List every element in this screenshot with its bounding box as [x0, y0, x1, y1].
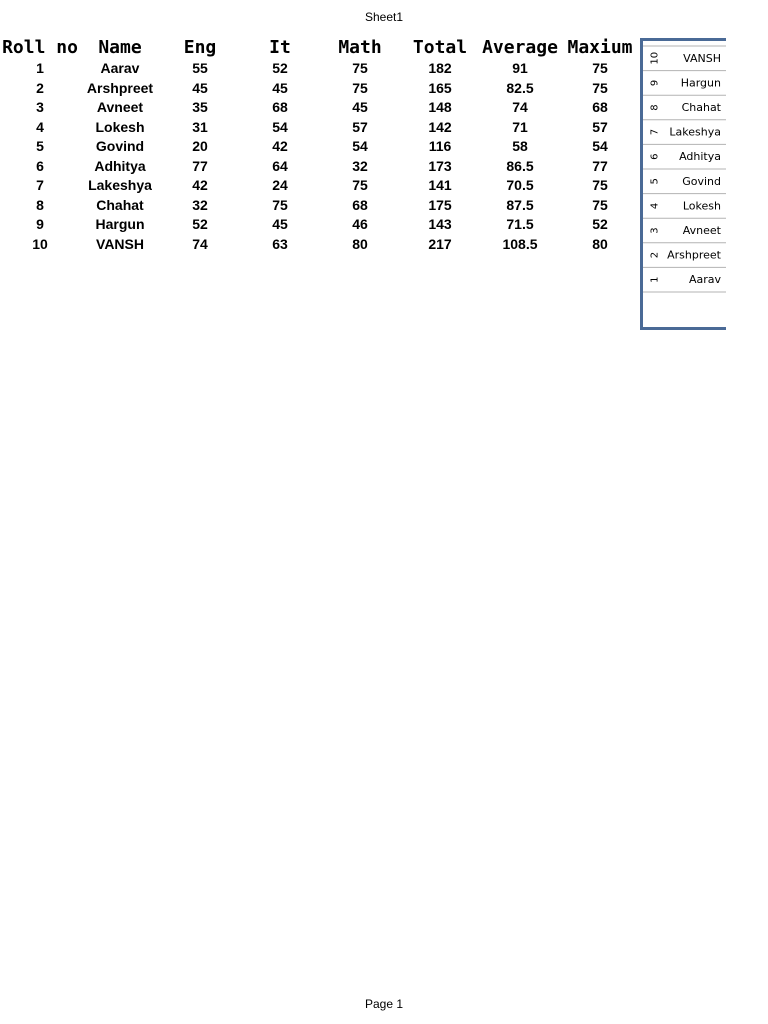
chart-name-label: Hargun — [680, 76, 721, 90]
cell-average: 87.5 — [506, 196, 534, 213]
chart-name-label: Chahat — [681, 101, 721, 114]
column-header-math: Math — [338, 37, 382, 58]
table-row — [0, 196, 640, 216]
cell-roll-no: 1 — [36, 60, 44, 77]
cell-maxium: 68 — [592, 99, 608, 116]
chart-name-label: Arshpreet — [667, 248, 721, 262]
cell-it: 45 — [272, 79, 288, 96]
data-table — [0, 36, 640, 254]
table-row — [0, 79, 640, 99]
cell-total: 143 — [428, 216, 452, 233]
cell-name: Avneet — [96, 99, 144, 116]
cell-name: Arshpreet — [86, 79, 154, 96]
page-header: Sheet1 — [364, 10, 404, 24]
cell-average: 71.5 — [506, 216, 534, 233]
table-row — [0, 215, 640, 235]
cell-name: Hargun — [95, 216, 145, 233]
cell-it: 42 — [272, 138, 288, 155]
cell-math: 75 — [352, 79, 368, 96]
cell-math: 75 — [352, 60, 368, 77]
cell-average: 91 — [512, 60, 528, 77]
cell-total: 165 — [428, 79, 452, 96]
table-row — [0, 98, 640, 118]
cell-average: 108.5 — [502, 235, 538, 252]
cell-maxium: 77 — [592, 157, 608, 174]
chart-name-label: Adhitya — [679, 150, 721, 164]
table-row — [0, 157, 640, 177]
chart-roll-label: 10 — [649, 51, 661, 65]
chart-roll-label: 4 — [649, 202, 661, 210]
cell-roll-no: 3 — [36, 99, 44, 116]
cell-maxium: 52 — [592, 216, 608, 233]
chart-roll-label: 3 — [649, 227, 661, 234]
cell-average: 82.5 — [506, 79, 534, 96]
chart-roll-label: 7 — [649, 128, 661, 136]
cell-math: 57 — [352, 118, 368, 135]
cell-total: 142 — [428, 118, 452, 135]
chart-roll-label: 9 — [649, 79, 661, 87]
cell-it: 24 — [272, 177, 288, 194]
chart-roll-label: 6 — [649, 153, 661, 160]
chart-name-label: VANSH — [683, 51, 721, 65]
cell-roll-no: 6 — [36, 157, 44, 174]
cell-total: 175 — [428, 196, 452, 213]
cell-average: 70.5 — [506, 177, 534, 194]
column-header-maxium: Maxium — [567, 37, 633, 58]
table-row — [0, 59, 640, 79]
cell-eng: 20 — [192, 138, 208, 155]
cell-it: 54 — [272, 118, 288, 135]
cell-name: Adhitya — [94, 157, 146, 174]
column-header-total: Total — [412, 37, 468, 58]
cell-eng: 77 — [192, 157, 208, 174]
cell-roll-no: 7 — [36, 177, 44, 194]
cell-math: 80 — [352, 235, 368, 252]
column-header-average: Average — [482, 37, 558, 58]
cell-total: 116 — [428, 138, 452, 155]
chart-name-label: Aarav — [688, 273, 721, 287]
table-row — [0, 176, 640, 196]
embedded-chart — [640, 38, 726, 330]
chart-name-label: Govind — [682, 174, 721, 188]
cell-eng: 55 — [192, 60, 208, 77]
header-row — [0, 36, 640, 59]
cell-eng: 31 — [192, 118, 208, 135]
cell-maxium: 57 — [592, 118, 608, 135]
cell-math: 54 — [352, 138, 368, 155]
cell-roll-no: 4 — [36, 118, 44, 135]
cell-maxium: 75 — [592, 60, 608, 77]
cell-maxium: 54 — [592, 138, 608, 155]
cell-it: 75 — [272, 196, 288, 213]
cell-it: 52 — [272, 60, 288, 77]
cell-name: Lakeshya — [88, 177, 152, 194]
cell-roll-no: 8 — [36, 196, 44, 213]
cell-name: Govind — [95, 138, 145, 155]
chart-name-label: Lakeshya — [669, 125, 721, 139]
cell-average: 71 — [512, 118, 528, 135]
cell-maxium: 75 — [592, 79, 608, 96]
cell-eng: 42 — [192, 177, 208, 194]
table-row — [0, 235, 640, 255]
page-footer: Page 1 — [364, 997, 404, 1011]
cell-it: 63 — [272, 235, 288, 252]
cell-math: 75 — [352, 177, 368, 194]
cell-total: 182 — [428, 60, 452, 77]
cell-eng: 35 — [192, 99, 208, 116]
cell-average: 58 — [512, 138, 528, 155]
chart-name-label: Lokesh — [682, 199, 721, 213]
column-header-roll-no: Roll no — [2, 37, 78, 58]
cell-total: 141 — [428, 177, 452, 194]
column-header-name: Name — [98, 37, 142, 58]
cell-maxium: 75 — [592, 196, 608, 213]
cell-total: 148 — [428, 99, 452, 116]
cell-math: 45 — [352, 99, 368, 116]
table-row — [0, 137, 640, 157]
cell-roll-no: 9 — [36, 216, 44, 233]
chart-canvas — [643, 41, 726, 330]
cell-roll-no: 2 — [36, 79, 44, 96]
cell-eng: 74 — [192, 235, 208, 252]
cell-eng: 45 — [192, 79, 208, 96]
cell-eng: 52 — [192, 216, 208, 233]
cell-name: Chahat — [96, 196, 144, 213]
cell-it: 64 — [272, 157, 288, 174]
cell-math: 68 — [352, 196, 368, 213]
chart-roll-label: 2 — [649, 251, 661, 259]
chart-name-label: Avneet — [682, 224, 721, 237]
cell-average: 86.5 — [506, 157, 534, 174]
cell-eng: 32 — [192, 196, 208, 213]
chart-roll-label: 8 — [649, 104, 661, 111]
cell-math: 46 — [352, 216, 368, 233]
cell-roll-no: 10 — [32, 235, 48, 252]
cell-total: 217 — [428, 235, 452, 252]
cell-name: VANSH — [96, 235, 144, 252]
cell-name: Aarav — [100, 60, 140, 77]
cell-total: 173 — [428, 157, 452, 174]
cell-average: 74 — [512, 99, 528, 116]
cell-maxium: 80 — [592, 235, 608, 252]
table-row — [0, 118, 640, 138]
chart-roll-label: 1 — [649, 276, 661, 283]
cell-name: Lokesh — [95, 118, 145, 135]
chart-roll-label: 5 — [649, 178, 661, 185]
cell-maxium: 75 — [592, 177, 608, 194]
cell-it: 68 — [272, 99, 288, 116]
column-header-eng: Eng — [183, 37, 217, 58]
cell-math: 32 — [352, 157, 368, 174]
cell-it: 45 — [272, 216, 288, 233]
column-header-it: It — [269, 37, 291, 58]
cell-roll-no: 5 — [36, 138, 44, 155]
